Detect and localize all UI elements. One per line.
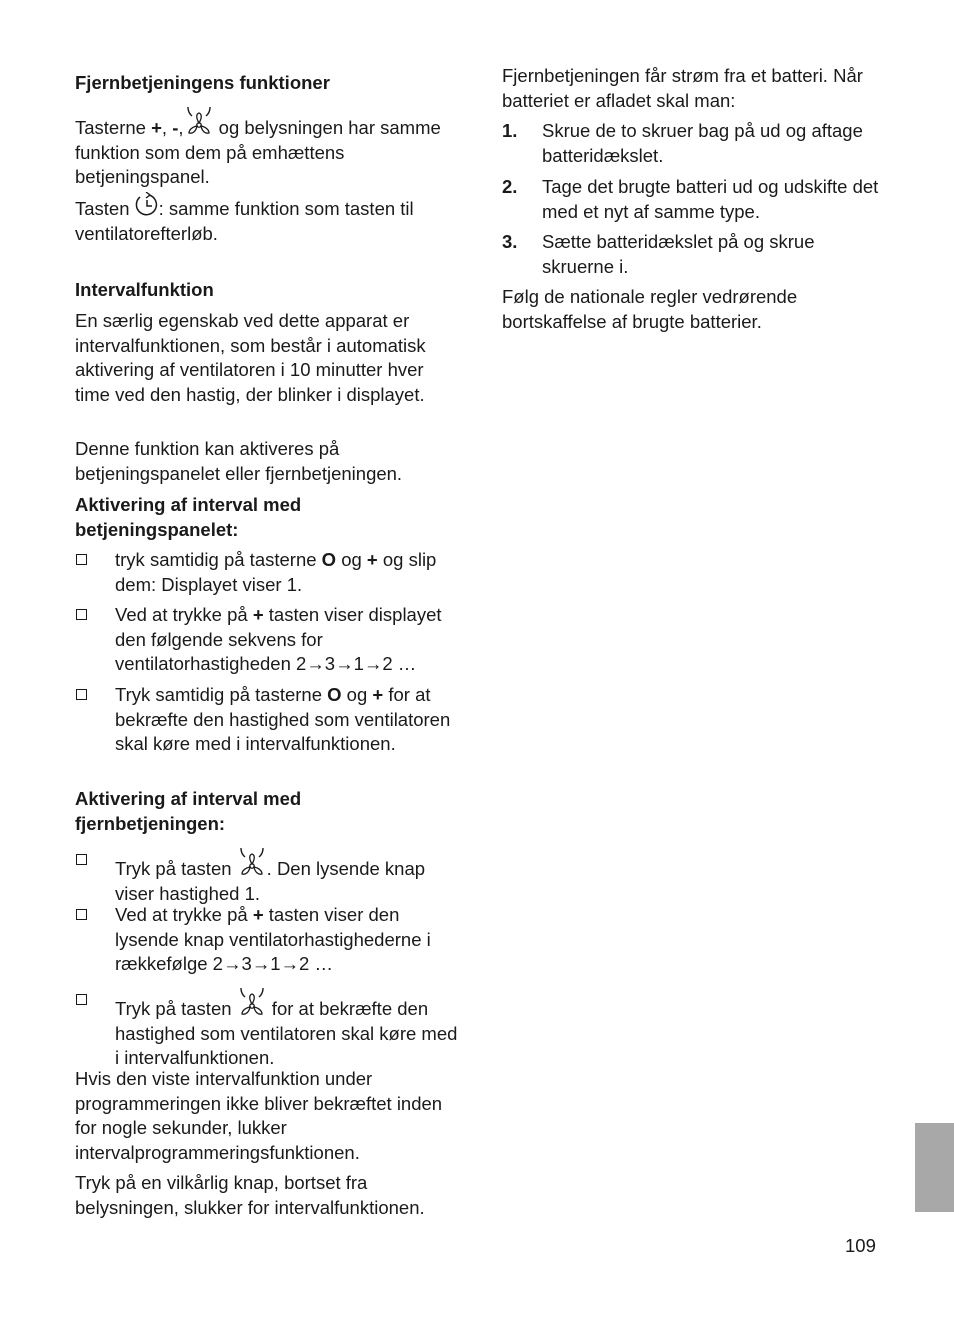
step-text: Sætte batteridækslet på og skrue skruerne i. [542, 231, 815, 277]
checkbox-bullet-icon [76, 994, 87, 1005]
remote-keys-paragraph [75, 107, 460, 190]
remote-activation-heading [75, 787, 301, 836]
text: Ved at trykke på [115, 904, 253, 925]
text: og slip dem: Displayet viser 1. [115, 549, 437, 595]
list-item [75, 988, 460, 1071]
checkbox-bullet-icon [76, 854, 87, 865]
text: , [161, 117, 173, 138]
timer-key-paragraph [75, 192, 460, 246]
text: for at bekræfte den hastighed som ventilatoren skal køre med i intervalfunktionen. [115, 998, 458, 1068]
interval-description: En særlig egenskab ved dette apparat er intervalfunktionen, som består i automatisk aktivering af ventilatoren i 10 minutter hver time ved den hastig, der blinker i displayet. [75, 310, 426, 405]
o-key: O [327, 684, 342, 705]
text: . Den lysende knap viser hastighed 1. [115, 858, 426, 904]
heading-line: Aktivering af interval med [75, 788, 302, 809]
heading-line: fjernbetjeningen: [75, 812, 226, 834]
plus-key: + [252, 604, 264, 625]
disposal-note: Følg de nationale regler vedrørende bortskaffelse af brugte batterier. [502, 286, 798, 332]
minus-key: - [172, 117, 179, 138]
list-item [75, 548, 460, 597]
list-item [502, 230, 887, 279]
list-item [75, 603, 460, 677]
checkbox-bullet-icon [76, 554, 87, 565]
step-number: 3. [502, 231, 518, 252]
text: Tasterne [75, 117, 152, 138]
step-text: Tage det brugte batteri ud og udskifte det med et nyt af samme type. [542, 176, 879, 222]
timeout-note: Hvis den viste intervalfunktion under programmeringen ikke bliver bekræftet inden for nogle sekunder, lukker intervalprogrammeringsfunktionen. [75, 1068, 443, 1163]
text: for at bekræfte den hastighed som ventilatoren skal køre med i intervalfunktionen. [115, 684, 451, 754]
text: og [336, 549, 367, 570]
chapter-tab [915, 1123, 954, 1212]
text: tasten viser den lysende knap ventilatorhastighederne i rækkefølge 2→3→1→2 … [115, 904, 431, 974]
list-item [75, 683, 460, 757]
step-number: 1. [502, 120, 518, 141]
text: tasten viser displayet den følgende sekvens for ventilatorhastigheden 2→3→1→2 … [115, 604, 442, 674]
heading-line: betjeningspanelet: [75, 518, 239, 540]
text: og belysningen har samme funktion som dem på emhættens betjeningspanel. [75, 117, 441, 187]
checkbox-bullet-icon [76, 689, 87, 700]
step-text: Skrue de to skruer bag på ud og aftage batteridækslet. [542, 120, 863, 166]
fan-interval-icon [184, 107, 214, 137]
text: Tryk samtidig på tasterne [115, 684, 328, 705]
list-item [502, 175, 887, 224]
page-number: 109 [845, 1235, 876, 1256]
fan-interval-icon [237, 848, 267, 878]
list-item [75, 848, 460, 906]
text: : samme funktion som tasten til ventilatorefterløb. [75, 198, 414, 244]
plus-key: + [372, 684, 384, 705]
cancel-note: Tryk på en vilkårlig knap, bortset fra belysningen, slukker for intervalfunktionen. [75, 1172, 425, 1218]
text: , [178, 117, 184, 138]
text: og [341, 684, 373, 705]
text: Tryk på tasten [115, 858, 237, 879]
fan-timer-icon [135, 192, 159, 218]
plus-key: + [366, 549, 378, 570]
plus-key: + [252, 904, 264, 925]
heading-line: Aktivering af interval med [75, 494, 302, 515]
plus-key: + [151, 117, 162, 138]
text: Tasten [75, 198, 135, 219]
checkbox-bullet-icon [76, 909, 87, 920]
interval-activation-note: Denne funktion kan aktiveres på betjeningspanelet eller fjernbetjeningen. [75, 438, 403, 484]
text: Tryk på tasten [115, 998, 237, 1019]
panel-activation-heading [75, 493, 301, 542]
text: Ved at trykke på [115, 604, 253, 625]
step-number: 2. [502, 176, 518, 197]
list-item [75, 903, 460, 977]
fan-interval-icon [237, 988, 267, 1018]
checkbox-bullet-icon [76, 609, 87, 620]
list-item [502, 119, 887, 168]
interval-heading: Intervalfunktion [75, 279, 214, 300]
o-key: O [321, 549, 337, 570]
remote-functions-heading: Fjernbetjeningens funktioner [75, 72, 330, 93]
battery-intro: Fjernbetjeningen får strøm fra et batteri. Når batteriet er afladet skal man: [502, 65, 863, 111]
text: tryk samtidig på tasterne [115, 549, 322, 570]
